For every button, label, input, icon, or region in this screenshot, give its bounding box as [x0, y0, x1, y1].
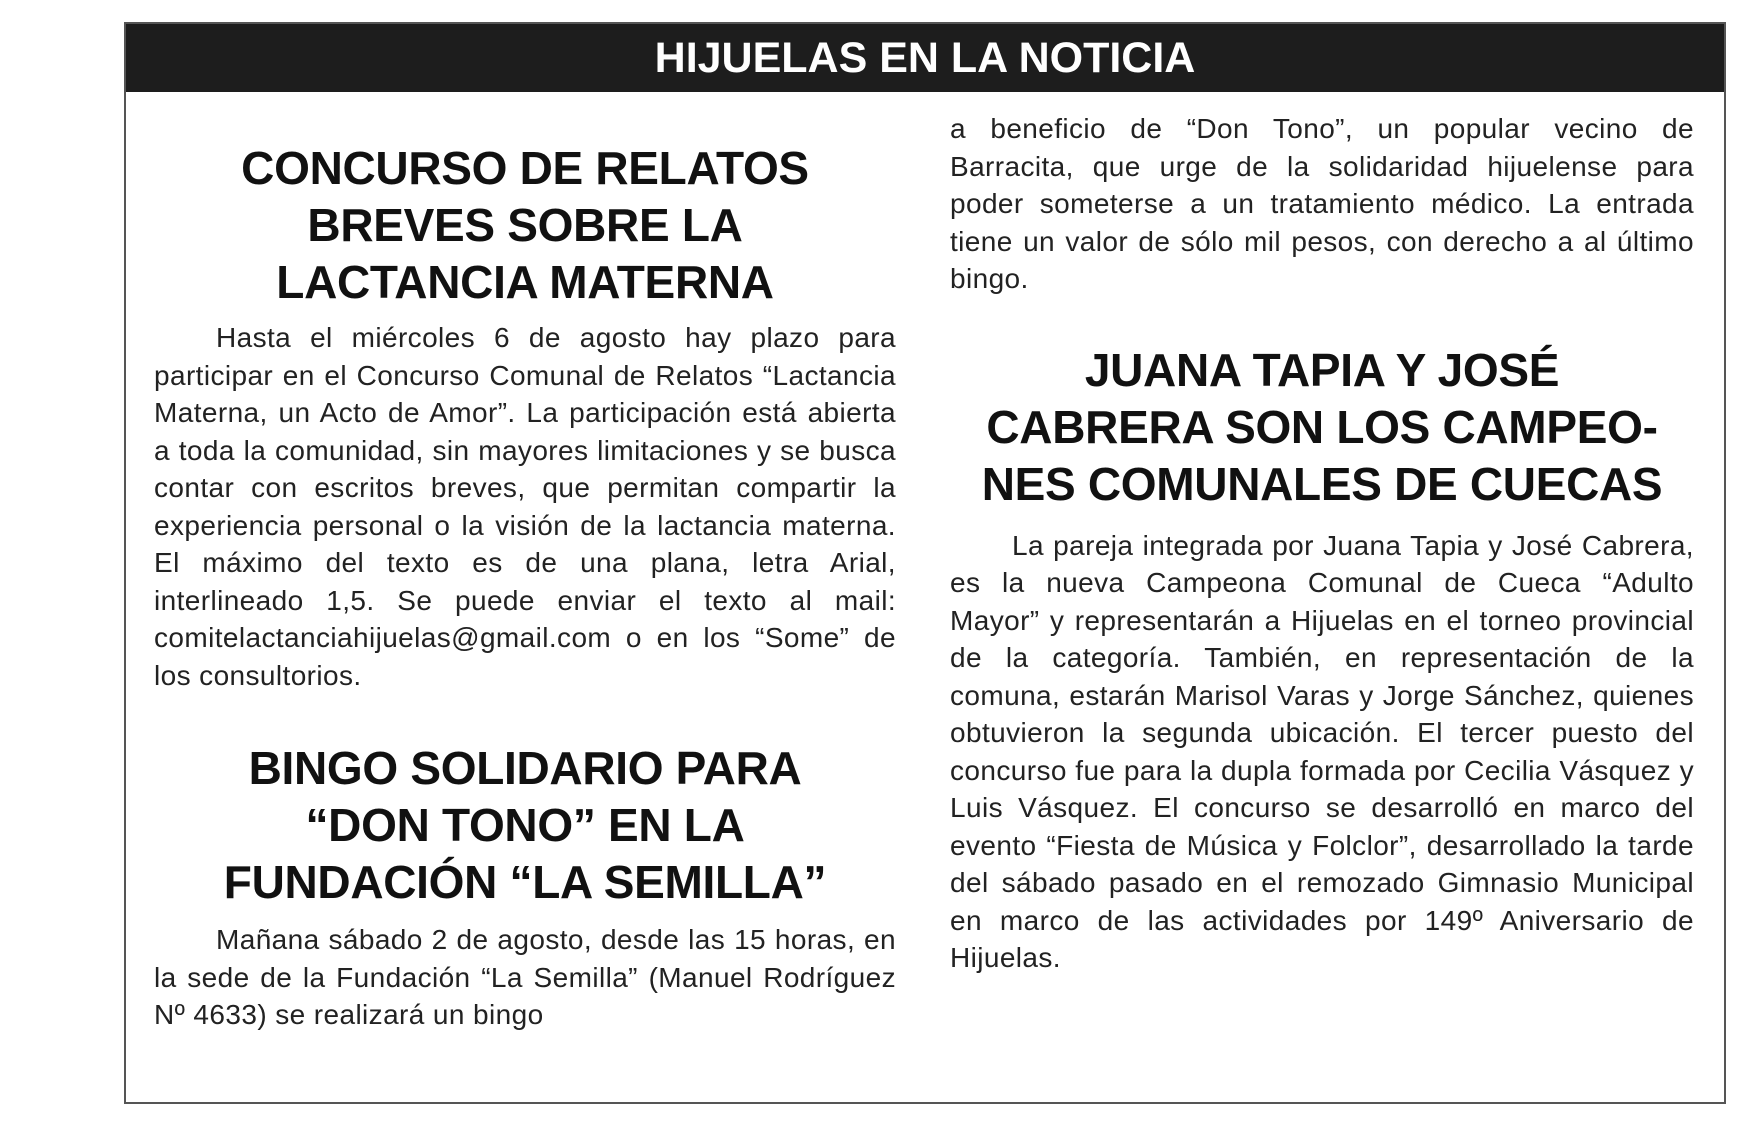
section-banner: HIJUELAS EN LA NOTICIA — [126, 24, 1724, 92]
headline-line: FUNDACIÓN “LA SEMILLA” — [223, 856, 827, 908]
headline-line: BINGO SOLIDARIO PARA — [248, 742, 802, 794]
headline-line: LACTANCIA MATERNA — [276, 256, 774, 308]
article-headline-lactancia — [154, 140, 896, 311]
headline-line: BREVES SOBRE LA — [307, 199, 743, 251]
article-body-bingo-part2: a beneficio de “Don Tono”, un popular vecino de Barracita, que urge de la solidaridad hijuelense para poder someterse a un tratamiento médico. La entrada tiene un valor de sólo mil pesos, con derecho a al último bingo. — [950, 113, 1694, 294]
article-body-bingo-part1: Mañana sábado 2 de agosto, desde las 15 horas, en la sede de la Fundación “La Semilla” (Manuel Rodríguez Nº 4633) se realizará un bingo — [154, 924, 896, 1030]
article-headline-bingo — [154, 740, 896, 911]
news-section-box — [124, 22, 1726, 1104]
right-column — [950, 110, 1694, 977]
left-column — [154, 104, 896, 1034]
headline-line: NES COMUNALES DE CUECAS — [981, 457, 1663, 510]
article-headline-cueca — [950, 342, 1694, 513]
headline-line: “DON TONO” EN LA — [305, 799, 745, 851]
article-body-lactancia: Hasta el miércoles 6 de agosto hay plazo para participar en el Concurso Comunal de Relatos “Lactancia Materna, un Acto de Amor”. La participación está abierta a toda la comunidad, sin mayores limitaciones y se busca contar con escritos breves, que permitan compartir la experiencia personal o la visión de la lactancia materna. El máximo del texto es de una plana, letra Arial, interlineado 1,5. Se puede enviar el texto al mail: comitelactanciahijuelas@gmail.com o en los “Some” de los consultorios. — [154, 322, 896, 691]
headline-line: JUANA TAPIA Y JOSÉ — [1084, 343, 1560, 396]
headline-line: CABRERA SON LOS CAMPEO- — [986, 400, 1658, 453]
headline-line: CONCURSO DE RELATOS — [241, 142, 809, 194]
article-body-cueca: La pareja integrada por Juana Tapia y José Cabrera, es la nueva Campeona Comunal de Cueca “Adulto Mayor” y representarán a Hijuelas en el torneo provincial de la categoría. También, en representación de la comuna, estarán Marisol Varas y Jorge Sánchez, quienes obtuvieron la segunda ubicación. El tercer puesto del concurso fue para la dupla formada por Cecilia Vásquez y Luis Vásquez. El concurso se desarrolló en marco del evento “Fiesta de Música y Folclor”, desarrollado la tarde del sábado pasado en el remozado Gimnasio Municipal en marco de las actividades por 149º Aniversario de Hijuelas. — [950, 529, 1694, 973]
